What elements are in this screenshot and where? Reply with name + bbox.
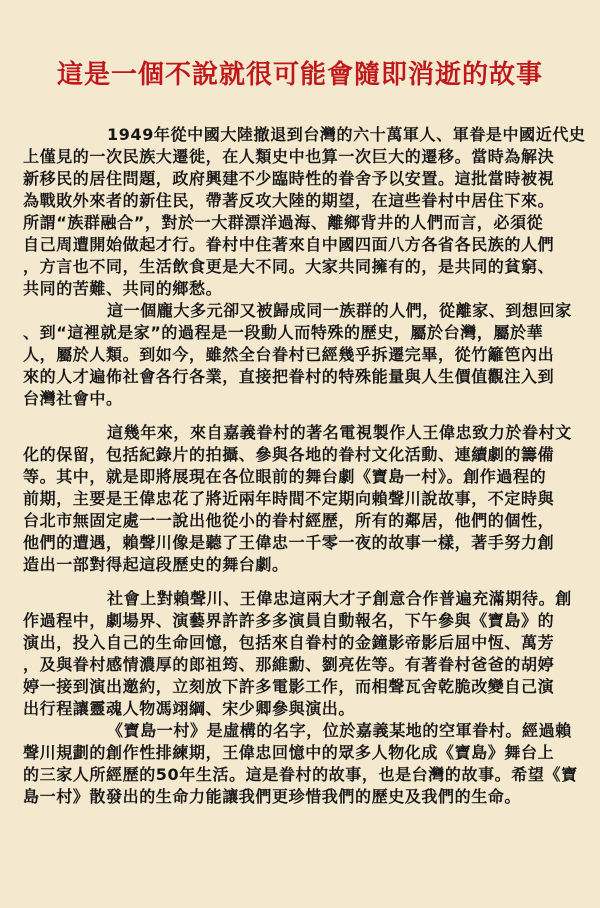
paragraph-line: 社會上對賴聲川、王偉忠這兩大才子創意合作普遍充滿期待。創 [107, 589, 572, 608]
paragraph-line: 演出，投入自己的生命回憶，包括來自眷村的金鐘影帝影后屈中恆、萬芳 [23, 633, 555, 652]
article-body [23, 124, 586, 808]
paragraph-line: 的三家人所經歷的50年生活。這是眷村的故事，也是台灣的故事。希望《寶 [23, 765, 578, 784]
paragraph-line: 台灣社會中。 [23, 389, 123, 408]
paragraph-line: 上僅見的一次民族大遷徙，在人類史中也算一次巨大的遷移。當時為解決 [23, 147, 555, 166]
paragraph-line: 婷一接到演出邀約，立刻放下許多電影工作，而相聲瓦舍乾脆改變自己演 [23, 677, 555, 696]
paragraph-line: 造出一部對得起這段歷史的舞台劇。 [23, 555, 289, 574]
paragraph-line: 1949年從中國大陸撤退到台灣的六十萬軍人、軍眷是中國近代史 [107, 125, 586, 144]
paragraph-line: 所謂“族群融合”，對於一大群漂洋過海、離鄉背井的人們而言，必須從 [23, 213, 544, 232]
article-title: 這是一個不說就很可能會隨即消逝的故事 [56, 60, 543, 90]
paragraph-line: ，方言也不同，生活飲食更是大不同。大家共同擁有的，是共同的貧窮、 [23, 257, 555, 276]
paragraph-line: 這一個龐大多元卻又被歸成同一族群的人們，從離家、到想回家 [107, 301, 572, 320]
paragraph-line: 等。其中，就是即將展現在各位眼前的舞台劇《寶島一村》。創作過程的 [23, 467, 547, 486]
paragraph-line: 前期，主要是王偉忠花了將近兩年時間不定期向賴聲川說故事，不定時與 [23, 489, 555, 508]
paragraph-5 [23, 720, 579, 808]
paragraph-line: 來的人才遍佈社會各行各業，直接把眷村的特殊能量與人生價值觀注入到 [23, 367, 555, 386]
paragraph-3 [23, 422, 579, 576]
paragraph-line: 作過程中，劇場界、演藝界許許多多演員自動報名，下午參與《寶島》的 [23, 611, 555, 630]
paragraph-line: 他們的遭遇，賴聲川像是聽了王偉忠一千零一夜的故事一樣，著手努力創 [23, 533, 555, 552]
paragraph-2 [23, 300, 579, 410]
paragraph-4 [23, 588, 579, 720]
paragraph-line: ，及與眷村感情濃厚的郎祖筠、那維勳、劉亮佐等。有著眷村爸爸的胡婷 [23, 655, 555, 674]
paragraph-line: 新移民的居住問題，政府興建不少臨時性的眷舍予以安置。這批當時被視 [23, 169, 555, 188]
paragraph-line: 、到“這裡就是家”的過程是一段動人而特殊的歷史，屬於台灣，屬於華 [23, 323, 544, 342]
paragraph-line: 這幾年來，來自嘉義眷村的著名電視製作人王偉忠致力於眷村文 [107, 423, 572, 442]
paragraph-line: 聲川規劃的創作性排練期，王偉忠回憶中的眾多人物化成《寶島》舞台上 [23, 743, 555, 762]
paragraph-line: 為戰敗外來者的新住民，帶著反攻大陸的期望，在這些眷村中居住下來。 [23, 191, 555, 210]
paragraph-line: 人，屬於人類。到如今，雖然全台眷村已經幾乎拆遷完畢，從竹籬笆內出 [23, 345, 555, 364]
paragraph-line: 自己周遭開始做起才行。眷村中住著來自中國四面八方各省各民族的人們 [23, 235, 555, 254]
paragraph-line: 化的保留，包括紀錄片的拍攝、參與各地的眷村文化活動、連續劇的籌備 [23, 445, 555, 464]
paragraph-line: 共同的苦難、共同的鄉愁。 [23, 279, 223, 298]
paragraph-line: 台北市無固定處一一說出他從小的眷村經歷，所有的鄰居，他們的個性， [23, 511, 555, 530]
paragraph-1 [23, 124, 586, 300]
paragraph-line: 島一村》散發出的生命力能讓我們更珍惜我們的歷史及我們的生命。 [23, 787, 522, 806]
paragraph-line: 出行程讓靈魂人物馮翊綱、宋少卿參與演出。 [23, 699, 356, 718]
paragraph-line: 《寶島一村》是虛構的名字，位於嘉義某地的空軍眷村。經過賴 [107, 721, 572, 740]
